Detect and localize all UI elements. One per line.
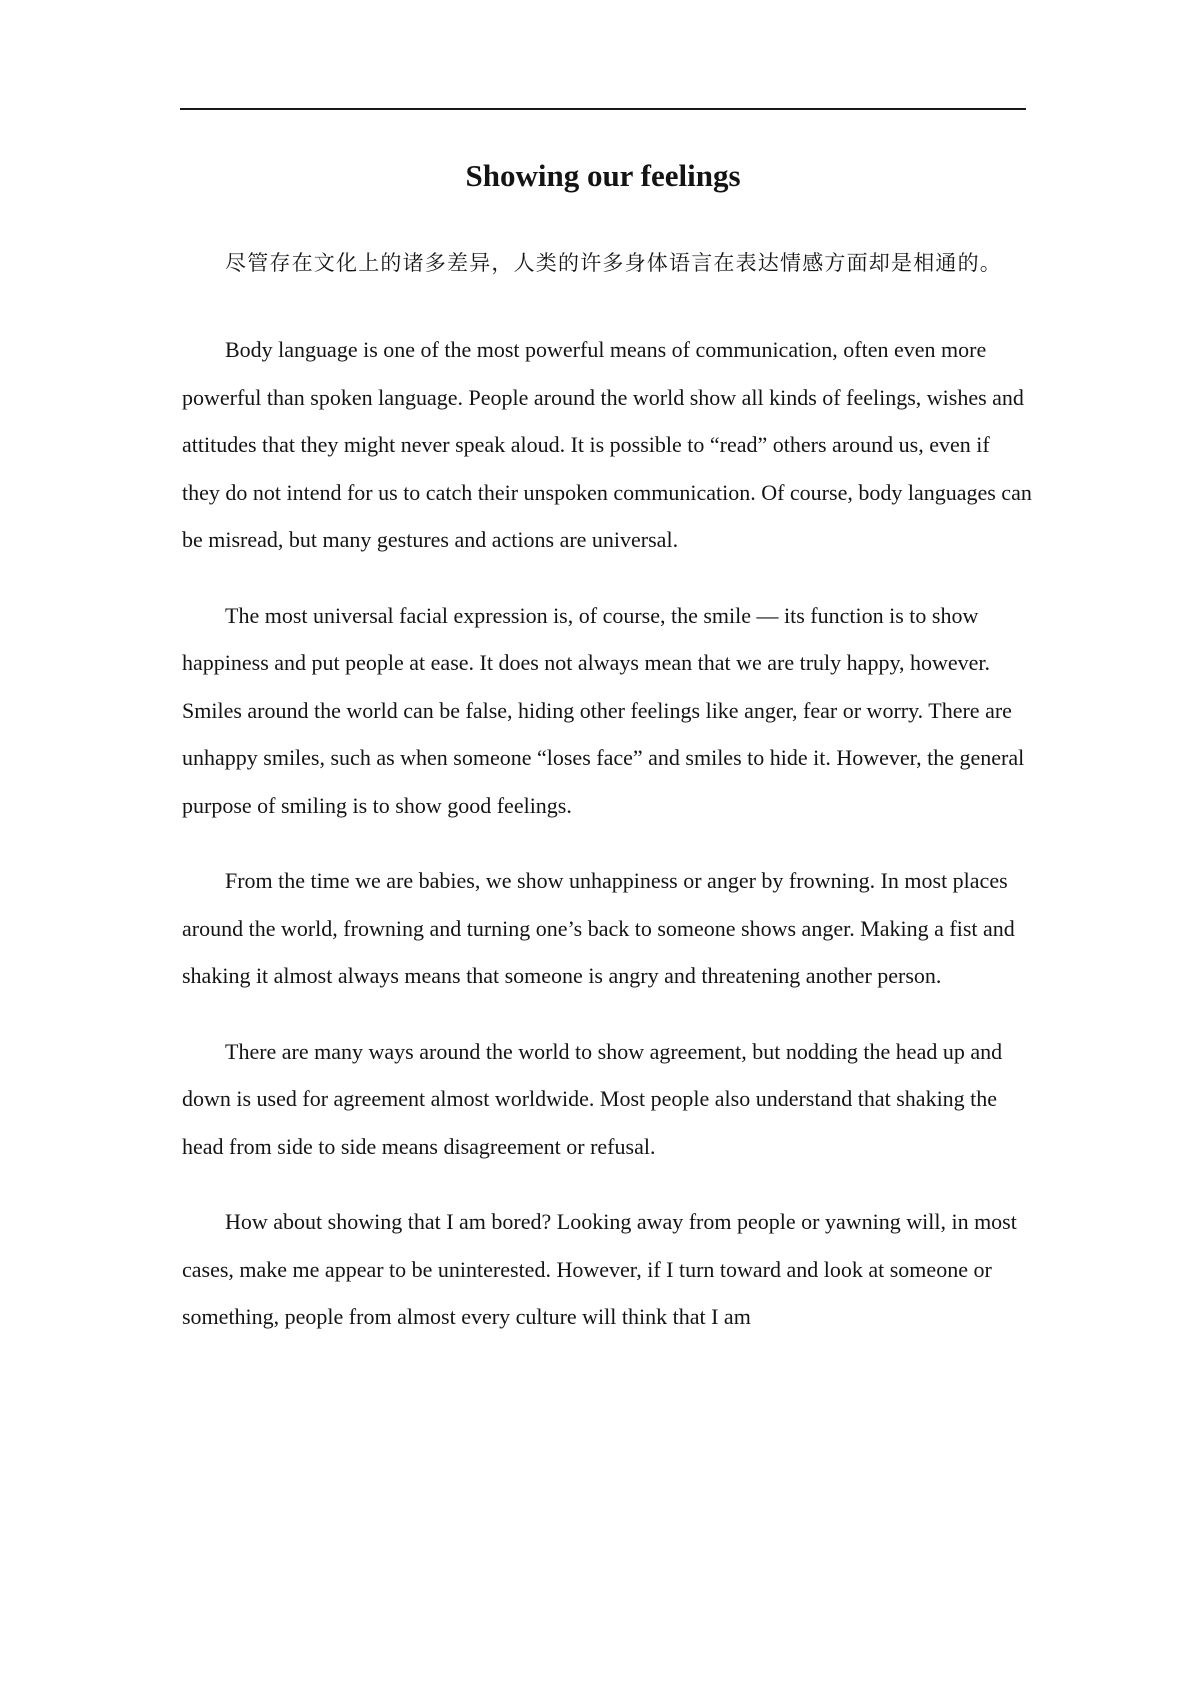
intro-paragraph-chinese: 尽管存在文化上的诸多差异，人类的许多身体语言在表达情感方面却是相通的。 [225,251,1002,275]
paragraph-body-language: Body language is one of the most powerful means of communication, often even more powerful than spoken language. People around the world show all kinds of feelings, wishes and attitudes that they might never speak aloud. It is possible to “read” others around us, even if they do not intend for us to catch their unspoken communication. Of course, body languages can be misread, but many gestures and actions are universal. [182,337,1032,552]
document-title: Showing our feelings [465,158,741,193]
paragraph-smile: The most universal facial expression is, of course, the smile — its function is to show happiness and put people at ease. It does not always mean that we are truly happy, however. Smiles around the world can be false, hiding other feelings like anger, fear or worry. There are unhappy smiles, such as when someone “loses face” and smiles to hide it. However, the general purpose of smiling is to show good feelings. [182,602,1025,818]
paragraph-frowning: From the time we are babies, we show unhappiness or anger by frowning. In most places around the world, frowning and turning one’s back to someone shows anger. Making a fist and shaking it almost always means that someone is angry and threatening another person. [182,868,1015,988]
header-rule [180,108,1026,110]
paragraph-agreement: There are many ways around the world to show agreement, but nodding the head up and down is used for agreement almost worldwide. Most people also understand that shaking the head from side to side means disagreement or refusal. [182,1038,1003,1159]
paragraph-boredom: How about showing that I am bored? Looking away from people or yawning will, in most cases, make me appear to be uninterested. However, if I turn toward and look at someone or something, people from almost every culture will think that I am [182,1209,1017,1329]
document-body [182,240,1032,1369]
